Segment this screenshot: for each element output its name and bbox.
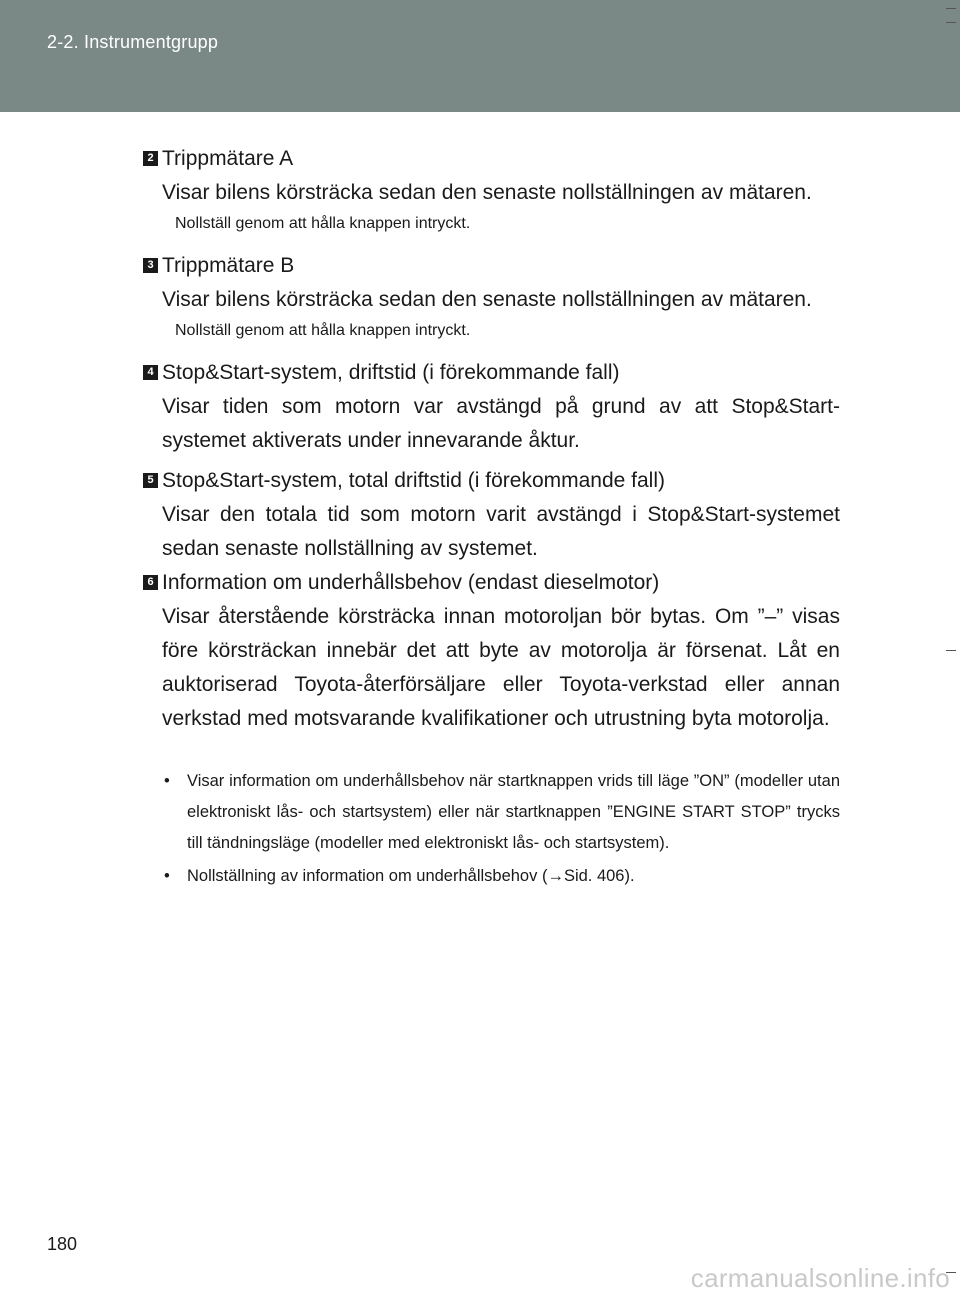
- entry-title: Trippmätare A: [162, 147, 294, 170]
- entry-body: Visar den totala tid som motorn varit avstängd i Stop&Start-systemet sedan senaste nollställning av systemet.: [162, 503, 840, 560]
- item-number-badge: 4: [143, 365, 158, 380]
- entry-title: Stop&Start-system, total driftstid (i förekommande fall): [162, 469, 666, 492]
- entry-stop-start-current: [143, 360, 840, 458]
- item-number-badge: 3: [143, 258, 158, 273]
- crop-mark: [946, 22, 956, 23]
- entry-body: Visar återstående körsträcka innan motoroljan bör bytas. Om ”–” visas före körsträckan innebär det att byte av motorolja är försenat. Låt en auktoriserad Toyota-återförsäljare eller Toyota-verkstad eller annan verkstad med motsvarande kvalifikationer och utrustning byta motorolja.: [162, 605, 840, 730]
- entry-body: Visar bilens körsträcka sedan den senaste nollställningen av mätaren.: [162, 288, 812, 311]
- section-header-band: [0, 0, 960, 112]
- item-number-badge: 6: [143, 575, 158, 590]
- list-item: [164, 861, 840, 892]
- entry-note: Nollställ genom att hålla knappen intryckt.: [175, 215, 471, 232]
- crop-mark: [946, 650, 956, 651]
- entry-maintenance-info: [143, 570, 840, 736]
- bullet-marker: •: [164, 867, 170, 885]
- page-number: 180: [47, 1234, 78, 1254]
- entry-title: Stop&Start-system, driftstid (i förekommande fall): [162, 361, 620, 384]
- section-title: 2-2. Instrumentgrupp: [47, 32, 219, 52]
- bullet-marker: •: [164, 772, 170, 790]
- entry-trip-b: [143, 253, 840, 343]
- entry-title: Information om underhållsbehov (endast dieselmotor): [162, 571, 660, 594]
- list-item-text: Visar information om underhållsbehov när startknappen vrids till läge ”ON” (modeller utan elektroniskt lås- och startsystem) eller när startknappen ”ENGINE START STOP” trycks till tändningsläge (modeller med elektroniskt lås- och startsystem).: [187, 772, 840, 852]
- entry-stop-start-total: [143, 468, 840, 566]
- item-number-badge: 5: [143, 473, 158, 488]
- list-item-text: Nollställning av information om underhållsbehov (→Sid. 406).: [187, 867, 635, 885]
- entry-title: Trippmätare B: [162, 254, 295, 277]
- crop-mark: [946, 8, 956, 9]
- entry-trip-a: [143, 146, 840, 236]
- entry-body: Visar bilens körsträcka sedan den senaste nollställningen av mätaren.: [162, 181, 812, 204]
- notes-list: [164, 766, 840, 892]
- entry-body: Visar tiden som motorn var avstängd på grund av att Stop&Start-systemet aktiverats under innevarande åktur.: [162, 395, 840, 452]
- watermark: carmanualsonline.info: [690, 1263, 950, 1293]
- item-number-badge: 2: [143, 151, 158, 166]
- entry-note: Nollställ genom att hålla knappen intryckt.: [175, 322, 471, 339]
- list-item: [164, 766, 840, 859]
